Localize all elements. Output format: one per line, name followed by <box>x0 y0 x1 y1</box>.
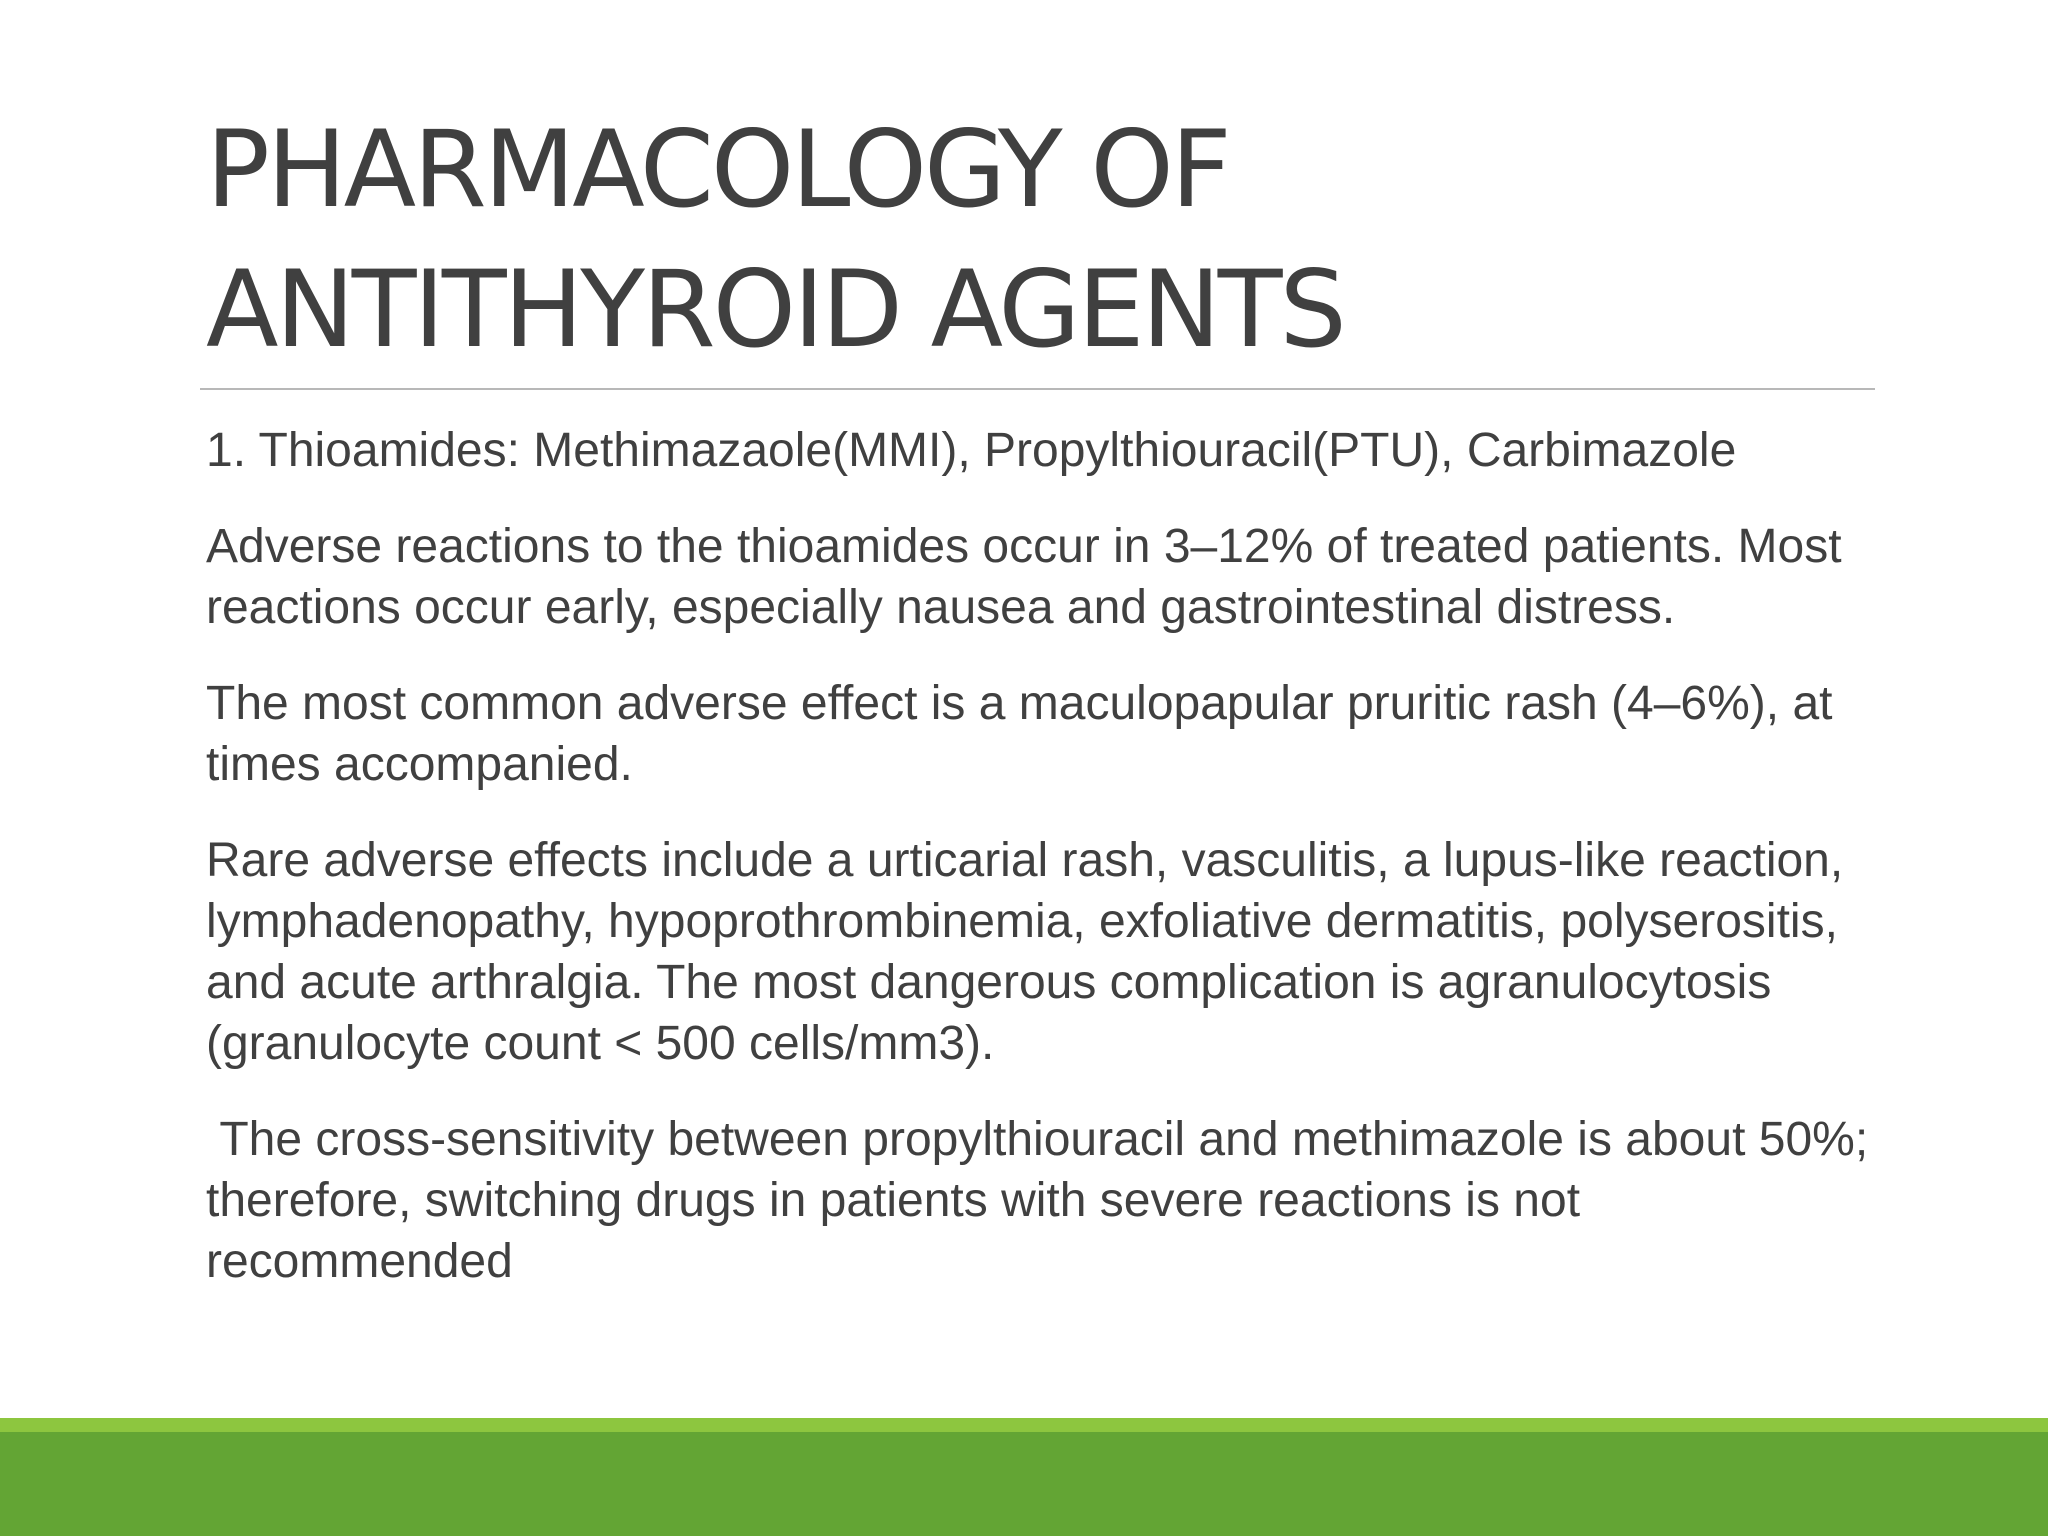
slide-title-line-2: ANTITHYROID AGENTS <box>206 248 1344 371</box>
paragraph-rare-effects: Rare adverse effects include a urticarial rash, vasculitis, a lupus-like reaction, lymphadenopathy, hypoprothrombinemia, exfoliative dermatitis, polyserositis, and acute arthralgia. The most dangerous complication is agranulocytosis (granulocyte count < 500 cells/mm3). <box>206 834 1857 1070</box>
slide-title <box>206 100 1856 380</box>
paragraph-cross-sensitivity: The cross-sensitivity between propylthiouracil and methimazole is about 50%; therefore, switching drugs in patients with severe reactions is not recommended <box>206 1113 1882 1288</box>
footer-accent-bar-dark <box>0 1432 2048 1536</box>
slide-body <box>206 420 1886 1327</box>
title-divider <box>200 388 1875 390</box>
paragraph-common-effect: The most common adverse effect is a maculopapular pruritic rash (4–6%), at times accompanied. <box>206 677 1846 791</box>
slide-title-line-1: PHARMACOLOGY OF <box>206 108 1229 231</box>
paragraph-adverse-reactions: Adverse reactions to the thioamides occur in 3–12% of treated patients. Most reactions occur early, especially nausea and gastrointestinal distress. <box>206 520 1855 634</box>
footer-accent-bar-light <box>0 1418 2048 1432</box>
paragraph-thioamides: 1. Thioamides: Methimazaole(MMI), Propylthiouracil(PTU), Carbimazole <box>206 424 1737 477</box>
